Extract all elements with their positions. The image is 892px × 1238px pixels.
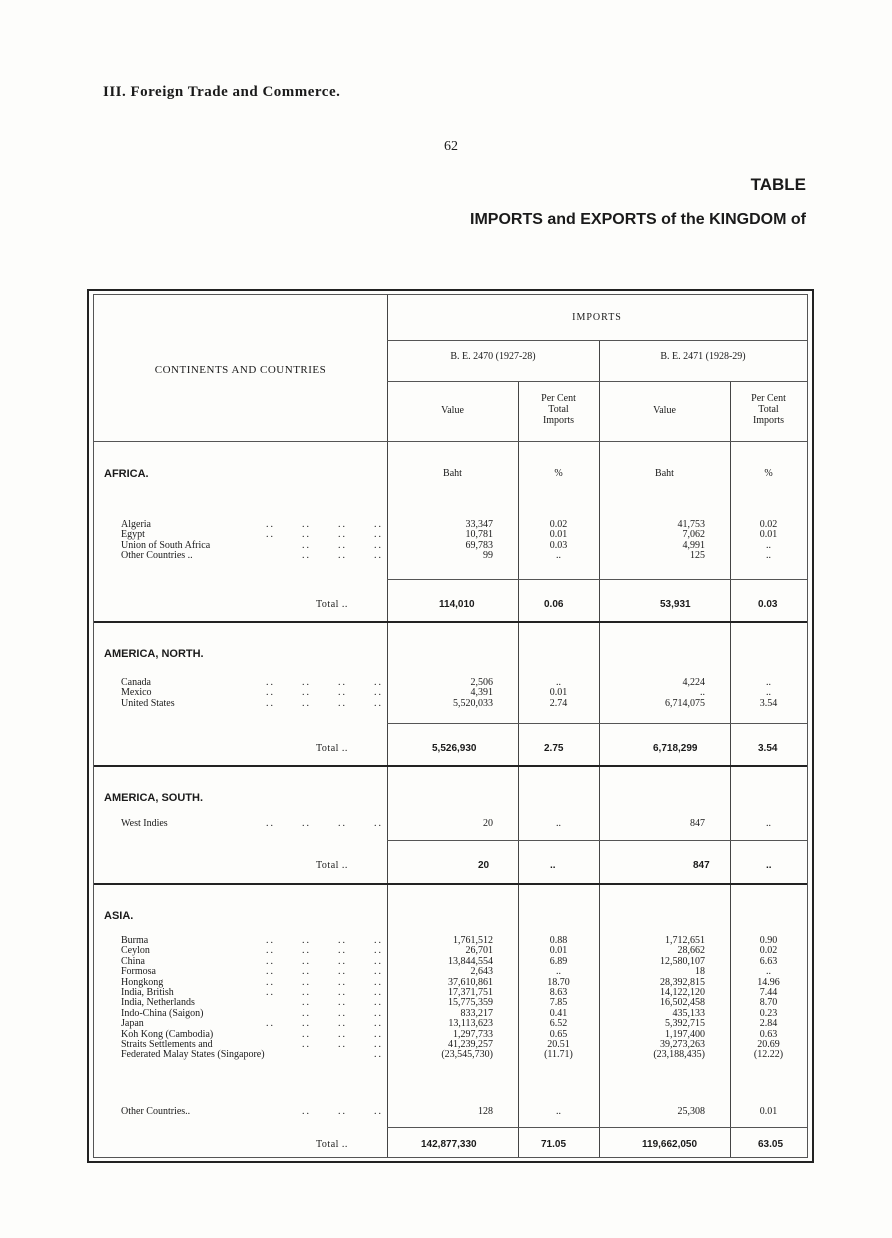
north-america-values-1: 2,506 4,391 5,520,033 [453,677,493,709]
header-rule-bottom [94,441,807,442]
header-rule-years [387,381,807,382]
country-row: Other Countries .. .. .. .. [121,550,383,562]
unit-baht-2: Baht [655,468,674,479]
section-title-america-south: AMERICA, SOUTH. [104,792,203,804]
north-america-percents-1: .. 0.01 2.74 [549,677,568,709]
section-title-asia: ASIA. [104,910,134,922]
country-row: Canada .. .. .. .. [121,677,383,688]
africa-values-1: 33,347 10,781 69,783 99 [465,519,493,562]
percent-heading-2: Per Cent Total Imports [751,393,786,426]
country-row: West Indies .. .. .. .. [121,818,383,829]
page-number: 62 [444,139,458,154]
unit-baht-1: Baht [443,468,462,479]
asia-other-v2: 25,308 [677,1106,705,1117]
africa-country-list [121,520,383,562]
asia-values-1: 1,761,512 26,701 13,844,554 2,643 37,610,861 17,371,751 15,775,359 833,217 13,113,623 1,297,733 41,239,257 (23,545,730) [441,935,493,1061]
country-row: Union of South Africa .. .. .. [121,539,383,551]
asia-percents-1: 0.88 0.01 6.89 .. 18.70 8.63 7.85 0.41 6.52 0.65 20.51 (11.71) [544,935,573,1061]
africa-percents-2: 0.02 0.01 .. .. [759,519,778,562]
country-row: Algeria .. .. .. .. [121,519,383,530]
asia-country-list [121,936,383,1061]
north-america-total-rule [387,723,807,724]
africa-total-p1: 0.06 [544,599,564,610]
north-america-section-end [94,765,807,767]
north-america-total-p1: 2.75 [544,743,564,754]
south-america-total-v2: 847 [693,860,710,871]
value-heading-2: Value [653,405,676,416]
value-heading-1: Value [441,405,464,416]
asia-percents-2: 0.90 0.02 6.63 .. 14.96 7.44 8.70 0.23 2.84 0.63 20.69 (12.22) [753,935,784,1061]
country-row: China .. .. .. .. [121,955,383,967]
chapter-heading: III. Foreign Trade and Commerce. [103,84,341,100]
south-america-percents-1: .. [556,818,561,829]
africa-total-v2: 53,931 [660,599,691,610]
country-row: India, British .. .. .. .. [121,986,383,998]
asia-total-p2: 63.05 [758,1139,784,1150]
asia-total-v2: 119,662,050 [642,1139,698,1150]
asia-other-p1: .. [556,1106,561,1117]
south-america-section-end [94,883,807,885]
asia-other-v1: 128 [478,1106,493,1117]
country-row: Hongkong .. .. .. .. [121,976,383,988]
asia-other-p2: 0.01 [759,1106,778,1117]
header-rule-imports [387,340,807,341]
imports-table [87,289,814,1163]
north-america-country-list [121,678,383,709]
country-row: Egypt .. .. .. .. [121,529,383,541]
north-america-percents-2: .. .. 3.54 [759,677,778,709]
table-inner-frame [93,294,808,1158]
country-row: Mexico .. .. .. .. [121,687,383,699]
country-row: Ceylon .. .. .. .. [121,945,383,957]
south-america-values-1: 20 [483,818,493,829]
south-america-total-p2: .. [766,860,772,871]
africa-section-end [94,621,807,623]
south-america-total-p1: .. [550,860,556,871]
country-row: Federated Malay States (Singapore) .. [121,1049,383,1061]
north-america-values-2: 4,224 .. 6,714,075 [665,677,705,709]
africa-total-p2: 0.03 [758,599,778,610]
africa-values-2: 41,753 7,062 4,991 125 [677,519,705,562]
south-america-percents-2: .. [766,818,771,829]
north-america-total-v2: 6,718,299 [653,743,698,754]
asia-total-p1: 71.05 [541,1139,567,1150]
country-row: Burma .. .. .. .. [121,935,383,946]
section-title-america-north: AMERICA, NORTH. [104,648,204,660]
country-row: India, Netherlands .. .. .. [121,997,383,1009]
asia-total-v1: 142,877,330 [421,1139,477,1150]
south-america-country-list [121,819,383,829]
north-america-total-v1: 5,526,930 [432,743,477,754]
imports-heading: IMPORTS [572,312,622,323]
africa-total-v1: 114,010 [439,599,475,610]
year2-heading: B. E. 2471 (1928-29) [660,351,746,362]
table-label: TABLE [750,175,806,194]
percent-heading-1: Per Cent Total Imports [541,393,576,426]
section-title-africa: AFRICA. [104,468,149,480]
unit-percent-1: % [554,468,563,479]
country-row: Indo-China (Saigon) .. .. .. [121,1007,383,1019]
country-row: Other Countries.. .. .. .. [121,1106,383,1117]
africa-percents-1: 0.02 0.01 0.03 .. [549,519,568,562]
asia-values-2: 1,712,651 28,662 12,580,107 18 28,392,815 14,122,120 16,502,458 435,133 5,392,715 1,197,400 39,273,263 (23,188,435) [653,935,705,1061]
year1-heading: B. E. 2470 (1927-28) [450,351,536,362]
country-row: Straits Settlements and .. .. .. [121,1038,383,1050]
continents-heading: CONTINENTS AND COUNTRIES [154,364,327,376]
africa-total-rule [387,579,807,580]
asia-other-countries [121,1107,383,1117]
south-america-total-v1: 20 [478,860,490,871]
south-america-total-rule [387,840,807,841]
country-row: Formosa .. .. .. .. [121,966,383,978]
asia-total-rule [387,1127,807,1128]
country-row: Koh Kong (Cambodia) .. .. .. [121,1028,383,1040]
north-america-total-label: Total .. [316,743,348,754]
africa-total-label: Total .. [316,599,348,610]
south-america-total-label: Total .. [316,860,348,871]
north-america-total-p2: 3.54 [758,743,778,754]
south-america-values-2: 847 [690,818,705,829]
unit-percent-2: % [764,468,773,479]
asia-total-label: Total .. [316,1139,348,1150]
table-title: IMPORTS and EXPORTS of the KINGDOM of [470,211,806,228]
country-row: Japan .. .. .. .. [121,1018,383,1030]
country-row: United States .. .. .. .. [121,697,383,709]
